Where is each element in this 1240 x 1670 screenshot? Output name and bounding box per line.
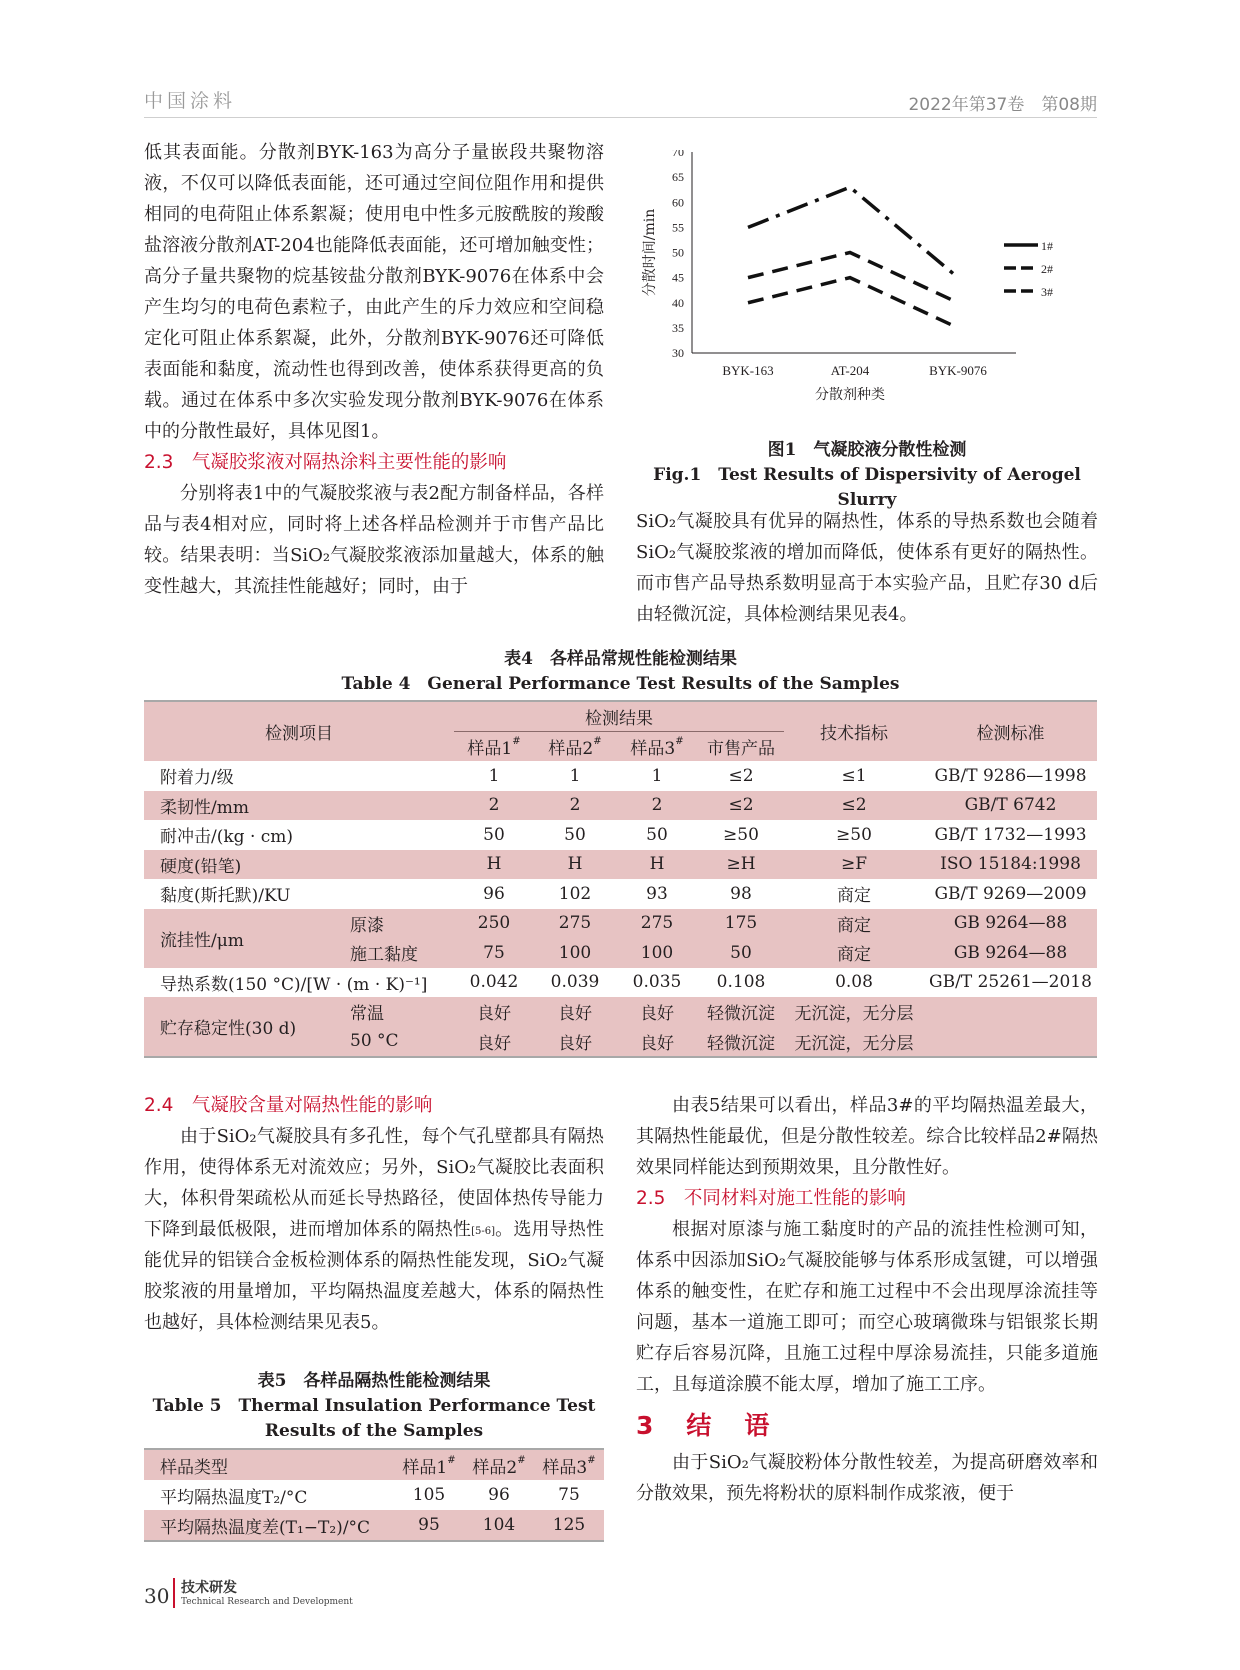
footer-divider — [173, 1578, 175, 1608]
th-results: 检测结果 — [454, 702, 784, 732]
table-row: 50 °C 良好 良好 良好 轻微沉淀 无沉淀，无分层 — [144, 1027, 1097, 1057]
left-column-bottom — [144, 1090, 604, 1338]
section-2-5-title: 2.5 不同材料对施工性能的影响 — [636, 1188, 906, 1209]
y-tick-label: 35 — [672, 320, 684, 335]
table-row: 贮存稳定性(30 d) 常温 良好 良好 良好 轻微沉淀 无沉淀，无分层 — [144, 997, 1097, 1027]
figure-1 — [636, 150, 1098, 430]
table-5-caption-cn: 表5 各样品隔热性能检测结果 — [257, 1371, 491, 1391]
y-tick-label: 50 — [672, 245, 684, 260]
y-tick-label: 70 — [672, 150, 684, 159]
table-row: 施工黏度 75 100 100 50 商定 GB 9264—88 — [144, 938, 1097, 968]
th-market: 市售产品 — [698, 732, 784, 762]
table-row: 导热系数(150 °C)/[W · (m · K)⁻¹] 0.042 0.039 0.035 0.108 0.08 GB/T 25261—2018 — [160, 972, 1092, 995]
y-tick-label: 30 — [672, 346, 684, 360]
y-axis-title: 分散时间/min — [642, 208, 658, 297]
legend-label-1: 1# — [1041, 239, 1053, 253]
table-header-row: 样品类型 样品1# 样品2# 样品3# — [144, 1450, 604, 1480]
th-tech: 技术指标 — [784, 702, 924, 761]
series-line-1 — [748, 187, 958, 277]
section-3-title: 3 结 语 — [636, 1411, 774, 1440]
table-row: 平均隔热温度T₂/°C 105 96 75 — [160, 1485, 580, 1508]
th-sample-2: 样品2# — [534, 732, 616, 762]
y-tick-label: 55 — [672, 220, 684, 235]
table-row: 柔韧性/mm 2 2 2 ≤2 ≤2 GB/T 6742 — [144, 791, 1097, 821]
issue-info: 2022年第37卷 第08期 — [908, 95, 1097, 115]
x-tick-label: AT-204 — [830, 363, 870, 378]
th-std: 检测标准 — [924, 702, 1097, 761]
legend-label-2: 2# — [1041, 262, 1053, 276]
section-2-3-title: 2.3 气凝胶浆液对隔热涂料主要性能的影响 — [144, 452, 507, 473]
table-row: 附着力/级 1 1 1 ≤2 ≤1 GB/T 9286—1998 — [160, 765, 1087, 789]
x-axis-title: 分散剂种类 — [815, 387, 885, 403]
table-4-caption-cn: 表4 各样品常规性能检测结果 — [504, 649, 737, 669]
y-tick-label: 45 — [672, 270, 684, 285]
table-4-caption-en: Table 4 General Performance Test Results of the Samples — [341, 674, 900, 694]
left-column-top — [144, 137, 604, 602]
journal-name: 中国涂料 — [144, 90, 237, 112]
table-row: 黏度(斯托默)/KU 96 102 93 98 商定 GB/T 9269—2009 — [160, 883, 1087, 907]
th-sample-3: 样品3# — [616, 732, 698, 762]
paragraph-2-3-b: SiO₂气凝胶具有优异的隔热性，体系的导热系数也会随着SiO₂气凝胶浆液的增加而降低，使体系有更好的隔热性。而市售产品导热系数明显高于本实验产品，且贮存30 d后由轻微沉淀，具体检测结果见表4。 — [636, 511, 1098, 625]
table-row: 硬度(铅笔) H H H ≥H ≥F ISO 15184:1998 — [144, 850, 1097, 880]
table-row: 流挂性/μm 原漆 250 275 275 175 商定 GB 9264—88 — [144, 909, 1097, 939]
paragraph-table5-discussion: 由表5结果可以看出，样品3#的平均隔热温差最大，其隔热性能最优，但是分散性较差。综合比较样品2#隔热效果同样能达到预期效果，且分散性好。 — [636, 1095, 1098, 1178]
paragraph-2-5: 根据对原漆与施工黏度时的产品的流挂性检测可知，体系中因添加SiO₂气凝胶能够与体系形成氢键，可以增强体系的触变性，在贮存和施工过程中不会出现厚涂流挂等问题，基本一道施工即可；而空心玻璃微珠与铝银浆长期贮存后容易沉降，且施工过程中厚涂易流挂，只能多道施工，且每道涂膜不能太厚，增加了施工工序。 — [636, 1219, 1098, 1395]
table-row: 平均隔热温度差(T₁−T₂)/°C 95 104 125 — [144, 1510, 604, 1540]
y-tick-label: 40 — [672, 295, 684, 310]
footer-section-en: Technical Research and Development — [181, 1597, 353, 1607]
paragraph-2-4: 由于SiO₂气凝胶具有多孔性，每个气孔壁都具有隔热作用，使得体系无对流效应；另外，SiO₂气凝胶比表面积大，体积骨架疏松从而延长导热路径，使固体热传导能力下降到最低极限，进而增加体系的隔热性[5-6]。选用导热性能优异的铝镁合金板检测体系的隔热性能发现，SiO₂气凝胶浆液的用量增加，平均隔热温度差越大，体系的隔热性也越好，具体检测结果见表5。 — [144, 1126, 605, 1333]
x-tick-label: BYK-9076 — [929, 363, 987, 378]
y-tick-label: 65 — [672, 170, 684, 185]
th-sample-1: 样品1# — [454, 732, 534, 762]
footer-section-cn: 技术研发 — [181, 1580, 237, 1596]
series-line-3 — [748, 278, 958, 328]
table-row: 耐冲击/(kg · cm) 50 50 50 ≥50 ≥50 GB/T 1732—1993 — [160, 824, 1087, 848]
header-divider — [144, 117, 1097, 118]
paragraph-2-3-a: 分别将表1中的气凝胶浆液与表2配方制备样品，各样品与表4相对应，同时将上述各样品检测并于市售产品比较。结果表明：当SiO₂气凝胶浆液添加量越大，体系的触变性越大，其流挂性能越好；同时，由于 — [144, 483, 604, 597]
th-item: 检测项目 — [144, 702, 454, 761]
table-5-caption-en: Table 5 Thermal Insulation Performance Test Results of the Samples — [152, 1396, 596, 1441]
right-column-bottom — [636, 1090, 1098, 1509]
figure-1-caption-en: Fig.1 Test Results of Dispersivity of Aerogel Slurry — [653, 465, 1081, 510]
x-tick-label: BYK-163 — [722, 363, 774, 378]
section-2-4-title: 2.4 气凝胶含量对隔热性能的影响 — [144, 1095, 433, 1116]
line-chart — [636, 150, 1098, 430]
paragraph-dispersant: 低其表面能。分散剂BYK-163为高分子量嵌段共聚物溶液，不仅可以降低表面能，还可通过空间位阻作用和提供相同的电荷阻止体系絮凝；使用电中性多元胺酰胺的羧酸盐溶液分散剂AT-204也能降低表面能，还可增加触变性；高分子量共聚物的烷基铵盐分散剂BYK-9076在体系中会产生均匀的电荷色素粒子，由此产生的斥力效应和空间稳定化可阻止体系絮凝，此外，分散剂BYK-9076还可降低表面能和黏度，流动性也得到改善，使体系获得更高的负载。通过在体系中多次实验发现分散剂BYK-9076在体系中的分散性最好，具体见图1。 — [144, 142, 604, 442]
figure-1-caption-cn: 图1 气凝胶液分散性检测 — [767, 440, 967, 460]
legend-label-3: 3# — [1041, 285, 1053, 299]
table-4 — [144, 700, 1097, 1058]
paragraph-3: 由于SiO₂气凝胶粉体分散性较差，为提高研磨效率和分散效果，预先将粉状的原料制作成浆液，便于 — [636, 1452, 1098, 1504]
y-tick-label: 60 — [672, 195, 684, 210]
page-number: 30 — [144, 1584, 170, 1608]
table-5 — [144, 1448, 604, 1542]
